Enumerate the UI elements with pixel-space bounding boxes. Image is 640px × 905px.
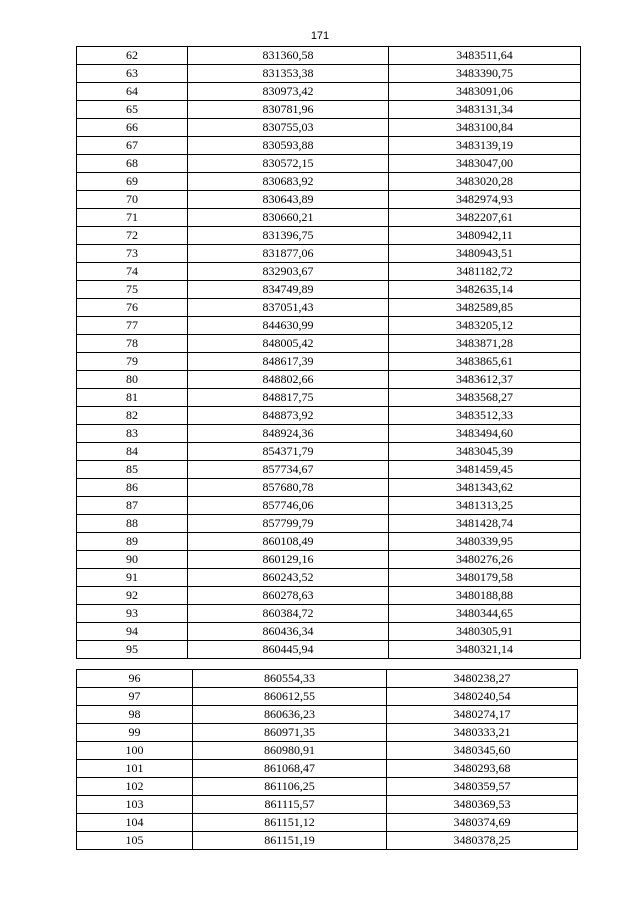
x-coordinate-cell: 857746,06 bbox=[188, 497, 389, 515]
table-row bbox=[77, 832, 578, 850]
table-row bbox=[77, 47, 581, 65]
y-coordinate-cell: 3482974,93 bbox=[389, 191, 581, 209]
page-number: 171 bbox=[310, 30, 330, 42]
table-row bbox=[77, 605, 581, 623]
y-coordinate-cell: 3483091,06 bbox=[389, 83, 581, 101]
x-coordinate-cell: 860445,94 bbox=[188, 641, 389, 659]
table-row bbox=[77, 353, 581, 371]
table-row bbox=[77, 83, 581, 101]
x-coordinate-cell: 848873,92 bbox=[188, 407, 389, 425]
y-coordinate-cell: 3483131,34 bbox=[389, 101, 581, 119]
y-coordinate-cell: 3480188,88 bbox=[389, 587, 581, 605]
table-row bbox=[77, 425, 581, 443]
point-number-cell: 76 bbox=[77, 299, 188, 317]
y-coordinate-cell: 3480179,58 bbox=[389, 569, 581, 587]
x-coordinate-cell: 860278,63 bbox=[188, 587, 389, 605]
table-row bbox=[77, 515, 581, 533]
coordinates-table-lower bbox=[76, 669, 578, 850]
y-coordinate-cell: 3480369,53 bbox=[387, 796, 578, 814]
x-coordinate-cell: 848617,39 bbox=[188, 353, 389, 371]
point-number-cell: 86 bbox=[77, 479, 188, 497]
point-number-cell: 91 bbox=[77, 569, 188, 587]
point-number-cell: 95 bbox=[77, 641, 188, 659]
x-coordinate-cell: 860108,49 bbox=[188, 533, 389, 551]
y-coordinate-cell: 3480359,57 bbox=[387, 778, 578, 796]
x-coordinate-cell: 857734,67 bbox=[188, 461, 389, 479]
x-coordinate-cell: 861115,57 bbox=[193, 796, 387, 814]
table-row bbox=[77, 479, 581, 497]
point-number-cell: 82 bbox=[77, 407, 188, 425]
table-row bbox=[77, 778, 578, 796]
x-coordinate-cell: 831396,75 bbox=[188, 227, 389, 245]
point-number-cell: 98 bbox=[77, 706, 193, 724]
y-coordinate-cell: 3480943,51 bbox=[389, 245, 581, 263]
point-number-cell: 72 bbox=[77, 227, 188, 245]
table-row bbox=[77, 227, 581, 245]
x-coordinate-cell: 848802,66 bbox=[188, 371, 389, 389]
point-number-cell: 97 bbox=[77, 688, 193, 706]
table-row bbox=[77, 173, 581, 191]
x-coordinate-cell: 854371,79 bbox=[188, 443, 389, 461]
y-coordinate-cell: 3482589,85 bbox=[389, 299, 581, 317]
x-coordinate-cell: 837051,43 bbox=[188, 299, 389, 317]
y-coordinate-cell: 3480378,25 bbox=[387, 832, 578, 850]
y-coordinate-cell: 3483568,27 bbox=[389, 389, 581, 407]
table-row bbox=[77, 371, 581, 389]
point-number-cell: 69 bbox=[77, 173, 188, 191]
y-coordinate-cell: 3483494,60 bbox=[389, 425, 581, 443]
table-row bbox=[77, 389, 581, 407]
point-number-cell: 79 bbox=[77, 353, 188, 371]
y-coordinate-cell: 3480333,21 bbox=[387, 724, 578, 742]
x-coordinate-cell: 848817,75 bbox=[188, 389, 389, 407]
point-number-cell: 85 bbox=[77, 461, 188, 479]
table-row bbox=[77, 724, 578, 742]
table-row bbox=[77, 443, 581, 461]
table-row bbox=[77, 796, 578, 814]
x-coordinate-cell: 861151,12 bbox=[193, 814, 387, 832]
x-coordinate-cell: 861151,19 bbox=[193, 832, 387, 850]
point-number-cell: 66 bbox=[77, 119, 188, 137]
y-coordinate-cell: 3480339,95 bbox=[389, 533, 581, 551]
point-number-cell: 99 bbox=[77, 724, 193, 742]
table-row bbox=[77, 623, 581, 641]
point-number-cell: 104 bbox=[77, 814, 193, 832]
x-coordinate-cell: 860243,52 bbox=[188, 569, 389, 587]
x-coordinate-cell: 830643,89 bbox=[188, 191, 389, 209]
coordinates-table-upper bbox=[76, 46, 581, 659]
y-coordinate-cell: 3482635,14 bbox=[389, 281, 581, 299]
point-number-cell: 62 bbox=[77, 47, 188, 65]
x-coordinate-cell: 830572,15 bbox=[188, 155, 389, 173]
x-coordinate-cell: 830660,21 bbox=[188, 209, 389, 227]
y-coordinate-cell: 3483045,39 bbox=[389, 443, 581, 461]
x-coordinate-cell: 830755,03 bbox=[188, 119, 389, 137]
x-coordinate-cell: 831360,58 bbox=[188, 47, 389, 65]
point-number-cell: 103 bbox=[77, 796, 193, 814]
point-number-cell: 63 bbox=[77, 65, 188, 83]
x-coordinate-cell: 832903,67 bbox=[188, 263, 389, 281]
table-row bbox=[77, 551, 581, 569]
point-number-cell: 80 bbox=[77, 371, 188, 389]
table-row bbox=[77, 461, 581, 479]
point-number-cell: 77 bbox=[77, 317, 188, 335]
x-coordinate-cell: 844630,99 bbox=[188, 317, 389, 335]
point-number-cell: 74 bbox=[77, 263, 188, 281]
table-row bbox=[77, 641, 581, 659]
point-number-cell: 92 bbox=[77, 587, 188, 605]
table-row bbox=[77, 209, 581, 227]
y-coordinate-cell: 3483612,37 bbox=[389, 371, 581, 389]
y-coordinate-cell: 3480274,17 bbox=[387, 706, 578, 724]
point-number-cell: 89 bbox=[77, 533, 188, 551]
table-row bbox=[77, 263, 581, 281]
table-row bbox=[77, 706, 578, 724]
point-number-cell: 75 bbox=[77, 281, 188, 299]
point-number-cell: 105 bbox=[77, 832, 193, 850]
y-coordinate-cell: 3481182,72 bbox=[389, 263, 581, 281]
y-coordinate-cell: 3481343,62 bbox=[389, 479, 581, 497]
point-number-cell: 68 bbox=[77, 155, 188, 173]
x-coordinate-cell: 830593,88 bbox=[188, 137, 389, 155]
point-number-cell: 88 bbox=[77, 515, 188, 533]
x-coordinate-cell: 860384,72 bbox=[188, 605, 389, 623]
table-row bbox=[77, 245, 581, 263]
table-row bbox=[77, 497, 581, 515]
y-coordinate-cell: 3482207,61 bbox=[389, 209, 581, 227]
y-coordinate-cell: 3481313,25 bbox=[389, 497, 581, 515]
table-row bbox=[77, 533, 581, 551]
x-coordinate-cell: 860636,23 bbox=[193, 706, 387, 724]
x-coordinate-cell: 860554,33 bbox=[193, 670, 387, 688]
point-number-cell: 90 bbox=[77, 551, 188, 569]
y-coordinate-cell: 3483047,00 bbox=[389, 155, 581, 173]
point-number-cell: 64 bbox=[77, 83, 188, 101]
point-number-cell: 102 bbox=[77, 778, 193, 796]
y-coordinate-cell: 3480276,26 bbox=[389, 551, 581, 569]
x-coordinate-cell: 860971,35 bbox=[193, 724, 387, 742]
y-coordinate-cell: 3480305,91 bbox=[389, 623, 581, 641]
x-coordinate-cell: 861068,47 bbox=[193, 760, 387, 778]
y-coordinate-cell: 3481459,45 bbox=[389, 461, 581, 479]
y-coordinate-cell: 3483390,75 bbox=[389, 65, 581, 83]
x-coordinate-cell: 860436,34 bbox=[188, 623, 389, 641]
y-coordinate-cell: 3483205,12 bbox=[389, 317, 581, 335]
table-row bbox=[77, 137, 581, 155]
y-coordinate-cell: 3483100,84 bbox=[389, 119, 581, 137]
table-row bbox=[77, 569, 581, 587]
y-coordinate-cell: 3480293,68 bbox=[387, 760, 578, 778]
table-row bbox=[77, 407, 581, 425]
table-row bbox=[77, 814, 578, 832]
point-number-cell: 71 bbox=[77, 209, 188, 227]
table-row bbox=[77, 65, 581, 83]
point-number-cell: 100 bbox=[77, 742, 193, 760]
point-number-cell: 87 bbox=[77, 497, 188, 515]
table-row bbox=[77, 155, 581, 173]
x-coordinate-cell: 830781,96 bbox=[188, 101, 389, 119]
point-number-cell: 73 bbox=[77, 245, 188, 263]
y-coordinate-cell: 3480374,69 bbox=[387, 814, 578, 832]
y-coordinate-cell: 3480942,11 bbox=[389, 227, 581, 245]
point-number-cell: 65 bbox=[77, 101, 188, 119]
point-number-cell: 83 bbox=[77, 425, 188, 443]
y-coordinate-cell: 3483020,28 bbox=[389, 173, 581, 191]
y-coordinate-cell: 3480240,54 bbox=[387, 688, 578, 706]
table-row bbox=[77, 688, 578, 706]
table-row bbox=[77, 335, 581, 353]
y-coordinate-cell: 3480321,14 bbox=[389, 641, 581, 659]
table-row bbox=[77, 119, 581, 137]
y-coordinate-cell: 3480344,65 bbox=[389, 605, 581, 623]
table-row bbox=[77, 670, 578, 688]
point-number-cell: 81 bbox=[77, 389, 188, 407]
y-coordinate-cell: 3483865,61 bbox=[389, 353, 581, 371]
x-coordinate-cell: 857680,78 bbox=[188, 479, 389, 497]
table-row bbox=[77, 299, 581, 317]
y-coordinate-cell: 3483871,28 bbox=[389, 335, 581, 353]
point-number-cell: 78 bbox=[77, 335, 188, 353]
point-number-cell: 101 bbox=[77, 760, 193, 778]
point-number-cell: 94 bbox=[77, 623, 188, 641]
table-row bbox=[77, 742, 578, 760]
y-coordinate-cell: 3483511,64 bbox=[389, 47, 581, 65]
table-row bbox=[77, 191, 581, 209]
x-coordinate-cell: 830683,92 bbox=[188, 173, 389, 191]
table-row bbox=[77, 317, 581, 335]
x-coordinate-cell: 848005,42 bbox=[188, 335, 389, 353]
x-coordinate-cell: 860129,16 bbox=[188, 551, 389, 569]
x-coordinate-cell: 834749,89 bbox=[188, 281, 389, 299]
x-coordinate-cell: 860980,91 bbox=[193, 742, 387, 760]
point-number-cell: 84 bbox=[77, 443, 188, 461]
table-row bbox=[77, 101, 581, 119]
x-coordinate-cell: 831353,38 bbox=[188, 65, 389, 83]
table-row bbox=[77, 587, 581, 605]
table-row bbox=[77, 760, 578, 778]
x-coordinate-cell: 830973,42 bbox=[188, 83, 389, 101]
y-coordinate-cell: 3480238,27 bbox=[387, 670, 578, 688]
x-coordinate-cell: 831877,06 bbox=[188, 245, 389, 263]
x-coordinate-cell: 861106,25 bbox=[193, 778, 387, 796]
y-coordinate-cell: 3481428,74 bbox=[389, 515, 581, 533]
point-number-cell: 67 bbox=[77, 137, 188, 155]
y-coordinate-cell: 3483512,33 bbox=[389, 407, 581, 425]
x-coordinate-cell: 857799,79 bbox=[188, 515, 389, 533]
point-number-cell: 96 bbox=[77, 670, 193, 688]
x-coordinate-cell: 860612,55 bbox=[193, 688, 387, 706]
y-coordinate-cell: 3480345,60 bbox=[387, 742, 578, 760]
table-row bbox=[77, 281, 581, 299]
x-coordinate-cell: 848924,36 bbox=[188, 425, 389, 443]
point-number-cell: 93 bbox=[77, 605, 188, 623]
point-number-cell: 70 bbox=[77, 191, 188, 209]
y-coordinate-cell: 3483139,19 bbox=[389, 137, 581, 155]
